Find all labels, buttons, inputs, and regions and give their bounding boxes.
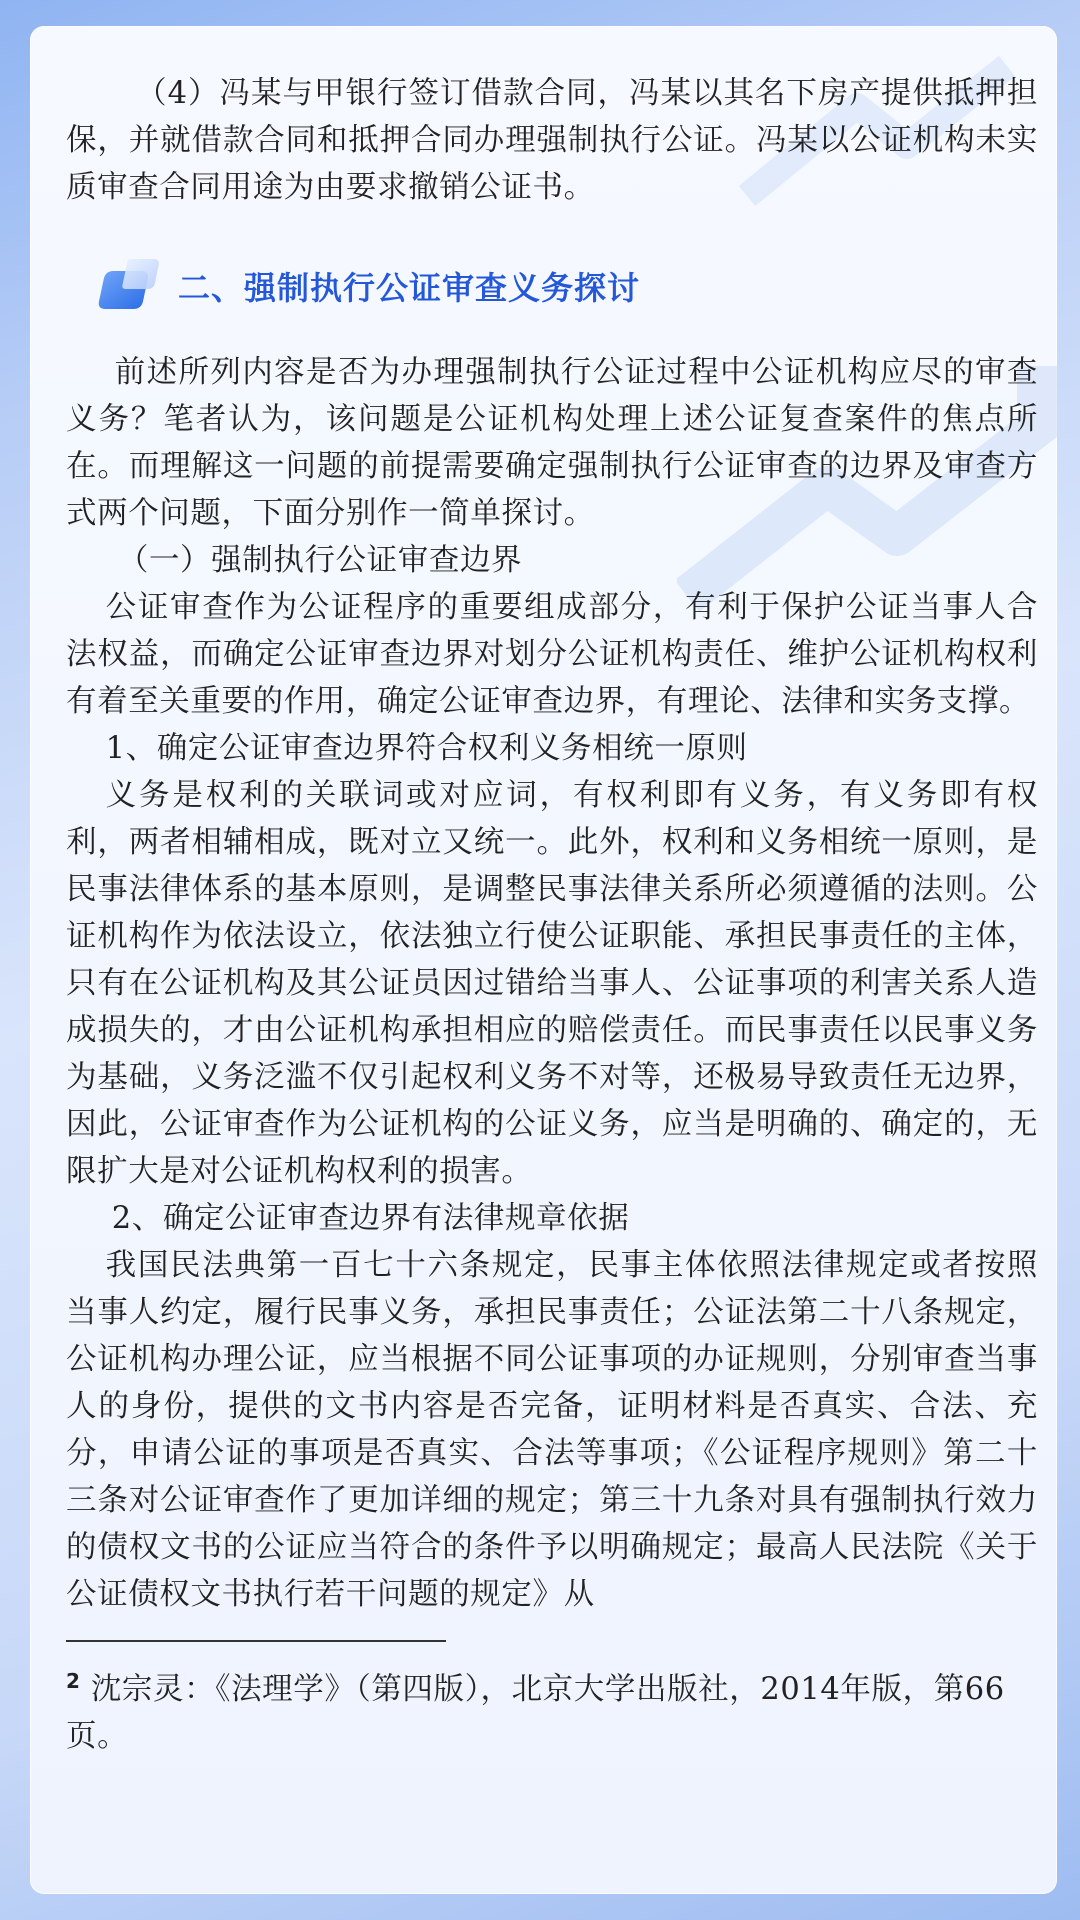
document-body: [66, 70, 1038, 1760]
paragraph-point1: 义务是权利的关联词或对应词，有权利即有义务，有义务即有权利，两者相辅相成，既对立又统一。此外，权利和义务相统一原则，是民事法律体系的基本原则，是调整民事法律关系所必须遵循的法则。公证机构作为依法设立，依法独立行使公证职能、承担民事责任的主体，只有在公证机构及其公证员因过错给当事人、公证事项的利害关系人造成损失的，才由公证机构承担相应的赔偿责任。而民事责任以民事义务为基础，义务泛滥不仅引起权利义务不对等，还极易导致责任无边界，因此，公证审查作为公证机构的公证义务，应当是明确的、确定的，无限扩大是对公证机构权利的损害。: [66, 778, 1038, 1189]
footnote-divider: [66, 1640, 446, 1642]
document-card: [30, 26, 1057, 1894]
footnote: [66, 1666, 1038, 1760]
paragraph-sub1: 公证审查作为公证程序的重要组成部分，有利于保护公证当事人合法权益，而确定公证审查边界对划分公证机构责任、维护公证机构权利有着至关重要的作用，确定公证审查边界，有理论、法律和实务支撑。: [66, 590, 1038, 719]
point-title-2: 2、确定公证审查边界有法律规章依据: [111, 1201, 630, 1236]
footnote-text: 沈宗灵：《法理学》（第四版），北京大学出版社，2014年版，第66页。: [66, 1672, 1005, 1754]
paragraph-point2: 我国民法典第一百七十六条规定，民事主体依照法律规定或者按照当事人约定，履行民事义务，承担民事责任；公证法第二十八条规定，公证机构办理公证，应当根据不同公证事项的办证规则，分别审查当事人的身份，提供的文书内容是否完备，证明材料是否真实、合法、充分，申请公证的事项是否真实、合法等事项；《公证程序规则》第二十三条对公证审查作了更加详细的规定；第三十九条对具有强制执行效力的债权文书的公证应当符合的条件予以明确规定；最高人民法院《关于公证债权文书执行若干问题的规定》从: [66, 1248, 1038, 1612]
section-bullet-icon: [92, 259, 160, 315]
subsection-title-1: （一）强制执行公证审查边界: [117, 543, 523, 578]
section-heading-title: 二、强制执行公证审查义务探讨: [178, 269, 641, 307]
section-heading: [66, 255, 1038, 315]
paragraph-case-4: （4）冯某与甲银行签订借款合同，冯某以其名下房产提供抵押担保，并就借款合同和抵押合同办理强制执行公证。冯某以公证机构未实质审查合同用途为由要求撤销公证书。: [66, 76, 1038, 205]
point-title-1: 1、确定公证审查边界符合权利义务相统一原则: [105, 731, 748, 766]
paragraph-intro: 前述所列内容是否为办理强制执行公证过程中公证机构应尽的审查义务？笔者认为，该问题是公证机构处理上述公证复查案件的焦点所在。而理解这一问题的前提需要确定强制执行公证审查的边界及审查方式两个问题，下面分别作一简单探讨。: [66, 355, 1038, 531]
footnote-marker: 2: [66, 1668, 81, 1693]
